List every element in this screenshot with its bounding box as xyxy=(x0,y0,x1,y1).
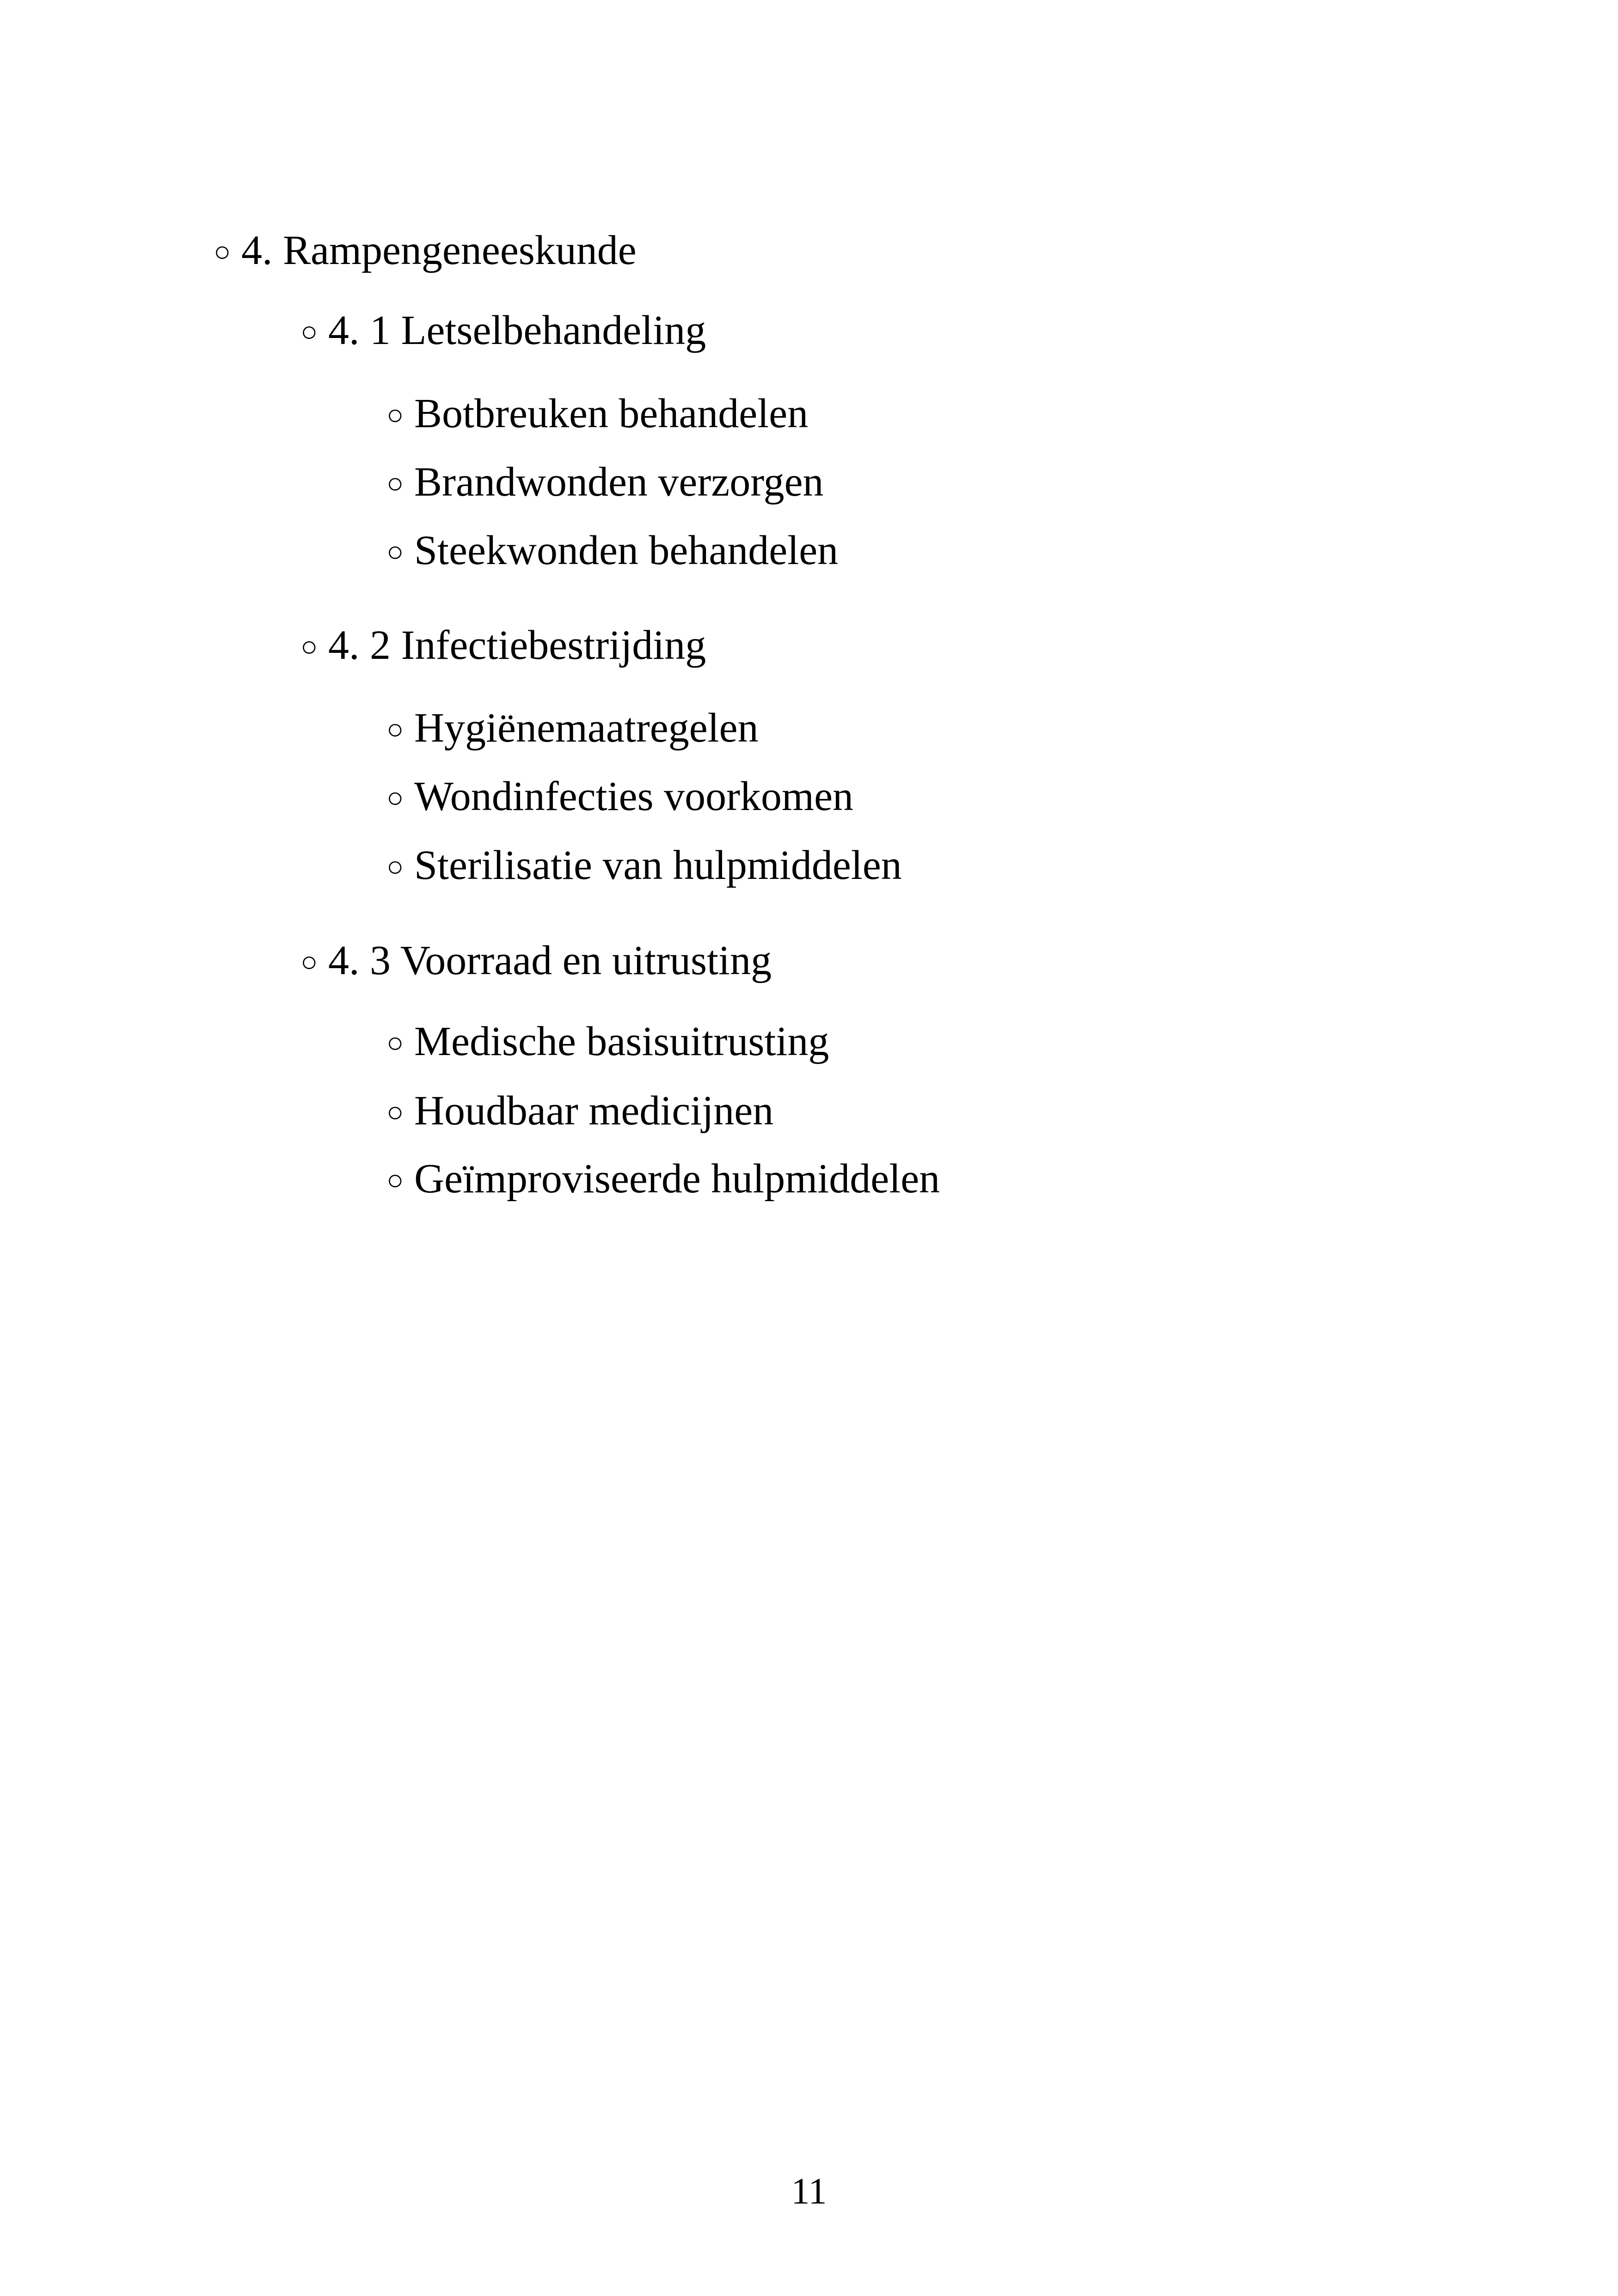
bullet-icon: ○ xyxy=(214,236,231,268)
outline-section xyxy=(300,938,772,984)
outline-item xyxy=(386,459,824,505)
item-label: Hygiënemaatregelen xyxy=(414,705,759,751)
bullet-icon: ○ xyxy=(386,1165,404,1196)
item-label: Sterilisatie van hulpmiddelen xyxy=(414,842,902,888)
item-label: Steekwonden behandelen xyxy=(414,528,839,573)
bullet-icon: ○ xyxy=(386,714,404,745)
outline-item xyxy=(386,1156,940,1202)
item-label: Botbreuken behandelen xyxy=(414,391,809,436)
item-label: Brandwonden verzorgen xyxy=(414,459,824,505)
bullet-icon: ○ xyxy=(386,399,404,431)
item-label: Wondinfecties voorkomen xyxy=(414,774,854,819)
outline-section xyxy=(300,622,706,669)
item-label: Geïmproviseerde hulpmiddelen xyxy=(414,1156,940,1202)
outline-section xyxy=(300,307,706,354)
section-title: 4. 3 Voorraad en uitrusting xyxy=(328,938,772,983)
chapter-title: 4. Rampengeneeskunde xyxy=(241,227,637,273)
outline-item xyxy=(386,528,838,574)
item-label: Houdbaar medicijnen xyxy=(414,1088,774,1134)
section-title: 4. 1 Letselbehandeling xyxy=(328,307,706,353)
bullet-icon: ○ xyxy=(386,536,404,568)
bullet-icon: ○ xyxy=(300,316,318,348)
bullet-icon: ○ xyxy=(386,782,404,814)
bullet-icon: ○ xyxy=(386,851,404,883)
bullet-icon: ○ xyxy=(386,1097,404,1128)
outline-item xyxy=(386,774,853,820)
outline-item xyxy=(386,1019,829,1065)
outline-item xyxy=(386,842,902,889)
outline-chapter xyxy=(214,227,637,274)
bullet-icon: ○ xyxy=(300,946,318,978)
bullet-icon: ○ xyxy=(386,1027,404,1059)
page-number: 11 xyxy=(791,2171,827,2212)
bullet-icon: ○ xyxy=(386,468,404,499)
bullet-icon: ○ xyxy=(300,631,318,663)
section-title: 4. 2 Infectiebestrijding xyxy=(328,622,706,668)
outline-item xyxy=(386,391,808,437)
outline-item xyxy=(386,705,759,751)
item-label: Medische basisuitrusting xyxy=(414,1019,829,1064)
outline-item xyxy=(386,1088,773,1134)
